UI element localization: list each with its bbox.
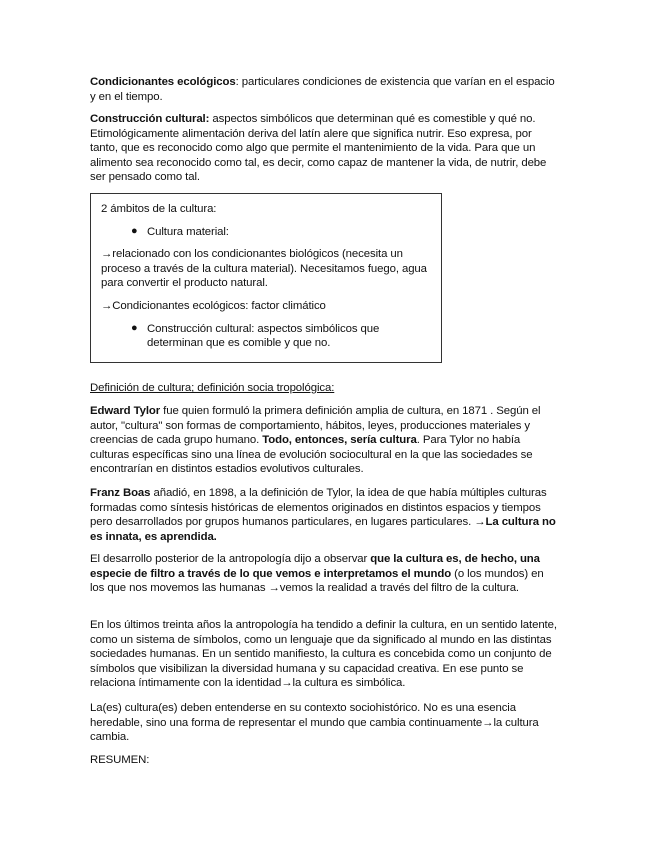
bullet-icon: ● [131, 321, 138, 334]
box-title: 2 ámbitos de la cultura: [101, 203, 217, 215]
paragraph-tylor [90, 404, 560, 477]
resumen-label: RESUMEN: [90, 754, 150, 766]
name-boas: Franz Boas [90, 487, 151, 499]
text-tylor-1: fue quien formuló la primera definición amplia de cultura, en 1871 . Según el autor, "cultura" son formas de comportamiento, hábitos, leyes, producciones materiales y creencias de cada grupo humano. [90, 405, 541, 447]
paragraph-condicionantes [90, 75, 560, 104]
emphasis-todo-cultura: Todo, entonces, sería cultura [262, 434, 417, 447]
emphasis-filtro: que la cultura es, de hecho, una especie de filtro a través de lo que vemos e interpretamos el mundo [90, 553, 540, 580]
box-line-relacionado: →relacionado con los condicionantes biológicos (necesita un proceso a través de la cultura material). Necesitamos fuego, agua para convertir el producto natural. [101, 248, 427, 290]
bullet-icon: ● [131, 224, 138, 237]
paragraph-boas [90, 486, 560, 544]
bullet-item-material [131, 225, 431, 240]
paragraph-filtro [90, 552, 560, 596]
emphasis-aprendida: La cultura no es innata, es aprendida. [90, 516, 556, 543]
paragraph-simbolos: En los últimos treinta años la antropología ha tendido a definir la cultura, en un sentido latente, como un sistema de símbolos, como un lenguaje que da significado al mundo en las distintas sociedades humanas. En un sentido manifiesto, la cultura es concebida como un conjunto de símbolos que visibilizan la diversidad humana y su capacidad creativa. En ese punto se relaciona íntimamente con la identidad→la cultura es simbólica. [90, 619, 557, 690]
box-line-climatico: →Condicionantes ecológicos: factor climático [101, 299, 326, 312]
text-filtro-2: (o los mundos) en los que nos movemos las humanas →vemos la realidad a través del filtro de la cultura. [90, 567, 544, 595]
paragraph-contexto: La(es) cultura(es) deben entenderse en su contexto sociohistórico. No es una esencia heredable, sino una forma de representar el mundo que cambia continuamente→la cultura cambia. [90, 702, 539, 744]
text-boas: añadió, en 1898, a la definición de Tylor, la idea de que había múltiples culturas formadas como síntesis históricas de elementos originados en distintos espacios y tiempos pero desarrollados por grupos humanos particulares, en lugares particulares. → [90, 487, 547, 529]
term-construccion: Construcción cultural: [90, 113, 210, 125]
bullet-text-material: Cultura material: [147, 225, 229, 238]
section-heading: Definición de cultura; definición socia tropológica: [90, 382, 335, 394]
text-filtro-1: El desarrollo posterior de la antropología dijo a observar [90, 553, 371, 565]
bullet-text-construccion: Construcción cultural: aspectos simbólicos que determinan que es comible y que no. [147, 322, 380, 350]
bullet-item-construccion [131, 322, 431, 351]
text-tylor-2: . Para Tylor no había culturas específicas sino una línea de evolución sociocultural en la que las sociedades se encontrarían en distintos estadios evolutivos culturales. [90, 434, 533, 476]
term-condicionantes: Condicionantes ecológicos [90, 76, 236, 88]
ambitos-box [90, 193, 442, 363]
name-tylor: Edward Tylor [90, 405, 161, 417]
text-condicionantes: : particulares condiciones de existencia que varían en el espacio y en el tiempo. [90, 76, 555, 103]
text-construccion: aspectos simbólicos que determinan qué es comestible y qué no. Etimológicamente alimentación deriva del latín alere que significa nutrir. Eso expresa, por tanto, que es reconocido como algo que permite el mantenimiento de la vida. Para que un alimento sea reconocido como tal, es decir, como capaz de mantener la vida, de nutrir, debe ser pensado como tal. [90, 113, 547, 184]
paragraph-construccion [90, 112, 560, 185]
